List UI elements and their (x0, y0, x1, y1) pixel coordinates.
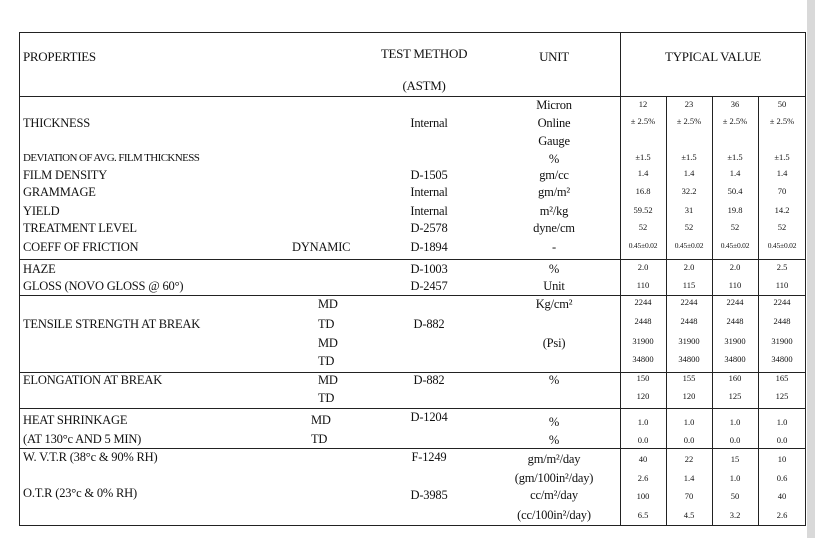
table-border-left (19, 32, 20, 526)
value-cell: 52 (638, 222, 648, 232)
value-cell: ± 2.5% (722, 116, 748, 126)
value-cell: 2448 (773, 316, 791, 326)
value-cell: 125 (728, 391, 742, 401)
row-method: D-1204 (410, 410, 448, 424)
value-cell: 31900 (771, 336, 793, 346)
value-cell: 70 (777, 186, 787, 196)
value-cell: 2448 (726, 316, 744, 326)
row-unit: % (548, 415, 560, 429)
value-cell: 2.6 (776, 510, 788, 520)
row-unit: cc/m²/day (530, 488, 578, 502)
row-method: Internal (410, 185, 448, 199)
row-unit: (Psi) (542, 336, 566, 350)
value-cell: 120 (682, 391, 696, 401)
direction-label: MD (318, 373, 338, 387)
spec-table (19, 32, 806, 526)
row-unit: - (552, 240, 556, 254)
row-label: (AT 130°c AND 5 MIN) (23, 432, 142, 446)
value-cell: ±1.5 (727, 152, 743, 162)
value-cell: 1.0 (683, 417, 695, 427)
value-cell: 2448 (634, 316, 652, 326)
row-unit: % (548, 433, 560, 447)
header-astm: (ASTM) (402, 78, 446, 93)
value-cell: 2.0 (683, 262, 695, 272)
row-unit: (cc/100in²/day) (517, 508, 591, 522)
row-unit: Gauge (538, 134, 570, 148)
value-cell: ±1.5 (635, 152, 651, 162)
row-unit: m²/kg (539, 204, 569, 218)
value-cell: 0.0 (776, 435, 788, 445)
value-cell: 31 (684, 205, 694, 215)
value-cell: 2.6 (637, 473, 649, 483)
direction-label: TD (311, 432, 328, 446)
direction-label: MD (318, 336, 338, 350)
value-cell: 115 (682, 280, 696, 290)
value-cell: 31900 (724, 336, 746, 346)
value-cell: ±1.5 (774, 152, 790, 162)
value-cell: 0.0 (683, 435, 695, 445)
value-cell: 165 (775, 373, 789, 383)
row-unit: (gm/100in²/day) (514, 471, 594, 485)
value-cell: ±1.5 (681, 152, 697, 162)
value-cell: 110 (728, 280, 742, 290)
value-cell: ± 2.5% (676, 116, 702, 126)
row-method: D-2578 (410, 221, 448, 235)
scrollbar[interactable] (807, 0, 815, 538)
value-cell: 2244 (680, 297, 698, 307)
value-cell: 6.5 (637, 510, 649, 520)
row-sublabel: DYNAMIC (292, 240, 351, 254)
value-cell: 16.8 (635, 186, 651, 196)
value-cell: 2448 (680, 316, 698, 326)
value-cell: 32.2 (681, 186, 697, 196)
row-unit: dyne/cm (533, 221, 575, 235)
value-cell: 0.45±0.02 (720, 241, 750, 250)
row-method: D-1505 (410, 168, 448, 182)
value-cell: 4.5 (683, 510, 695, 520)
value-cell: 2.5 (776, 262, 788, 272)
value-cell: 10 (777, 454, 787, 464)
value-cell: 0.45±0.02 (767, 241, 797, 250)
value-cell: 150 (636, 373, 650, 383)
row-method: Internal (410, 116, 448, 130)
value-cell: 1.4 (729, 168, 741, 178)
direction-label: MD (318, 297, 338, 311)
value-cell: 110 (636, 280, 650, 290)
section-separator (19, 295, 806, 296)
value-cell: 1.4 (776, 168, 788, 178)
value-cell: 2244 (726, 297, 744, 307)
table-border-top (19, 32, 806, 33)
row-label: ELONGATION AT BREAK (23, 373, 163, 387)
row-label: THICKNESS (23, 116, 90, 130)
direction-label: TD (318, 354, 335, 368)
value-cell: 50 (730, 491, 740, 501)
row-label: COEFF OF FRICTION (23, 240, 139, 254)
value-cell: 2.0 (729, 262, 741, 272)
value-cell: 100 (636, 491, 650, 501)
row-method: D-1003 (410, 262, 448, 276)
value-cell: 155 (682, 373, 696, 383)
direction-label: TD (318, 391, 335, 405)
value-cell: 40 (638, 454, 648, 464)
value-cell: 31900 (678, 336, 700, 346)
table-border-bottom (19, 525, 806, 526)
value-cell: 22 (684, 454, 694, 464)
value-cell: 31900 (632, 336, 654, 346)
value-cell: ± 2.5% (769, 116, 795, 126)
value-cell: 40 (777, 491, 787, 501)
row-label: HAZE (23, 262, 56, 276)
value-cell: 34800 (632, 354, 654, 364)
value-cell: 15 (730, 454, 740, 464)
header-typical-value: TYPICAL VALUE (665, 49, 761, 64)
row-method: D-2457 (410, 279, 448, 293)
value-cell: 125 (775, 391, 789, 401)
value-cell: 0.0 (637, 435, 649, 445)
row-unit: gm/m² (538, 185, 570, 199)
row-label: W. V.T.R (38°c & 90% RH) (23, 450, 158, 464)
section-separator (19, 259, 806, 260)
row-unit: gm/cc (539, 168, 569, 182)
value-cell: 23 (684, 99, 694, 109)
row-method: D-3985 (410, 488, 448, 502)
row-label: GLOSS (NOVO GLOSS @ 60°) (23, 279, 184, 293)
row-method: D-882 (413, 373, 445, 387)
value-col-divider (712, 96, 713, 526)
row-unit: % (548, 262, 560, 276)
row-unit: % (548, 373, 560, 387)
value-cell: 110 (775, 280, 789, 290)
value-cell: 3.2 (729, 510, 741, 520)
section-separator (19, 448, 806, 449)
value-cell: 14.2 (774, 205, 790, 215)
row-method: Internal (410, 204, 448, 218)
value-cell: 52 (684, 222, 694, 232)
value-cell: 19.8 (727, 205, 743, 215)
value-cell: 52 (730, 222, 740, 232)
value-cell: 1.0 (637, 417, 649, 427)
value-cell: 50 (777, 99, 787, 109)
row-unit: Kg/cm² (535, 297, 573, 311)
value-cell: 34800 (724, 354, 746, 364)
row-unit: % (548, 152, 560, 166)
table-border-right (805, 32, 806, 526)
value-cell: 34800 (678, 354, 700, 364)
row-unit: Online (537, 116, 571, 130)
row-method: D-1894 (410, 240, 448, 254)
value-cell: 1.4 (683, 168, 695, 178)
row-unit: Micron (536, 98, 572, 112)
row-method: F-1249 (411, 450, 447, 464)
header-properties: PROPERTIES (23, 49, 96, 64)
row-label: O.T.R (23°c & 0% RH) (23, 486, 137, 500)
value-cell: 1.0 (729, 417, 741, 427)
value-cell: 50.4 (727, 186, 743, 196)
row-label: FILM DENSITY (23, 168, 108, 182)
value-cell: 1.4 (683, 473, 695, 483)
value-cell: 59.52 (633, 205, 653, 215)
header-separator (19, 96, 806, 97)
value-cell: 0.45±0.02 (674, 241, 704, 250)
value-cell: 0.45±0.02 (628, 241, 658, 250)
row-label: TENSILE STRENGTH AT BREAK (23, 317, 201, 331)
row-label: GRAMMAGE (23, 185, 96, 199)
row-unit: gm/m²/day (527, 452, 581, 466)
direction-label: TD (318, 317, 335, 331)
value-cell: ± 2.5% (630, 116, 656, 126)
value-cell: 2244 (634, 297, 652, 307)
header-test-method: TEST METHOD (380, 46, 468, 61)
value-cell: 1.4 (637, 168, 649, 178)
section-separator (19, 408, 806, 409)
value-cell: 120 (636, 391, 650, 401)
value-cell: 1.0 (729, 473, 741, 483)
value-cell: 52 (777, 222, 787, 232)
header-unit: UNIT (539, 49, 569, 64)
row-label: DEVIATION OF AVG. FILM THICKNESS (23, 152, 200, 164)
direction-label: MD (311, 413, 331, 427)
value-col-divider (758, 96, 759, 526)
value-cell: 0.0 (729, 435, 741, 445)
value-cell: 2.0 (637, 262, 649, 272)
value-cell: 2244 (773, 297, 791, 307)
row-unit: Unit (543, 279, 565, 293)
value-col-divider (666, 96, 667, 526)
value-cell: 34800 (771, 354, 793, 364)
row-label: YIELD (23, 204, 60, 218)
value-cell: 36 (730, 99, 740, 109)
row-label: TREATMENT LEVEL (23, 221, 137, 235)
value-cell: 0.6 (776, 473, 788, 483)
value-cell: 1.0 (776, 417, 788, 427)
typical-value-divider (620, 32, 621, 526)
row-label: HEAT SHRINKAGE (23, 413, 128, 427)
row-method: D-882 (413, 317, 445, 331)
value-cell: 70 (684, 491, 694, 501)
value-cell: 12 (638, 99, 648, 109)
value-cell: 160 (728, 373, 742, 383)
